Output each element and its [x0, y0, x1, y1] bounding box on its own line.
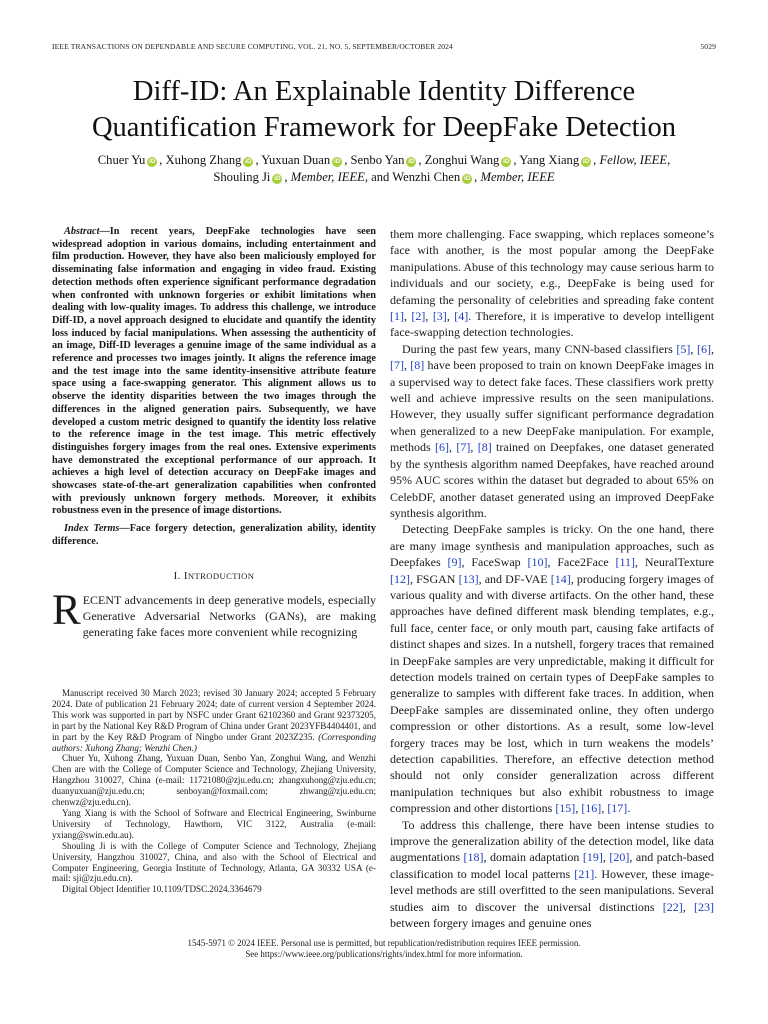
citation-link[interactable]: [18]	[463, 850, 484, 865]
citation-link[interactable]: [15]	[555, 801, 576, 816]
orcid-icon[interactable]: iD	[334, 158, 341, 165]
citation-link[interactable]: [14]	[550, 571, 571, 586]
author-role: Fellow, IEEE,	[599, 153, 671, 167]
running-header	[52, 42, 716, 54]
citation-link[interactable]: [19]	[582, 850, 603, 865]
author-list: Chuer Yu iD , Xuhong Zhang iD , Yuxuan Duan iD , Senbo Yan iD , Zonghui Wang iD , Yang Xiang iD , Fellow, IEEE, Shouling Ji iD , Member, IEEE, and Wenzhi Chen iD , Member, IEEE	[97, 153, 671, 184]
citation-link[interactable]: [3]	[432, 309, 447, 324]
section-title-rest: NTRODUCTION	[187, 570, 255, 581]
paragraph-text: , Face2Face	[547, 555, 616, 570]
citation-link[interactable]: [4]	[454, 309, 469, 324]
index-terms	[52, 523, 376, 548]
orcid-icon[interactable]: iD	[149, 158, 156, 165]
orcid-icon[interactable]: iD	[503, 158, 510, 165]
paragraph-text: . Therefore, it is imperative to develop intelligent face-swapping detection technologies.	[390, 309, 715, 340]
footnotes	[52, 688, 376, 895]
citation-link[interactable]: [22]	[662, 899, 683, 914]
citation-link[interactable]: [7]	[390, 358, 404, 373]
paper-title	[40, 74, 728, 146]
paragraph-text: , domain adaptation	[483, 850, 583, 865]
paragraph-text: , producing forgery images of various quality and with diverse artifacts. On the other hand, these approaches have defined different mask blending templates, e.g., full face, center face, or only mouth part, causing fake artifacts of distinct shapes and sizes. In a nutshell, forgery traces that remained in DeepFake samples are very unpredictable, making it difficult for detection models trained on certain types of DeepFake samples to generalize to samples with different fake traces. In addition, when DeepFake samples are disseminated online, they often undergo compression or other distortions. As a result, some low-level forgery traces may be lost, which in turn weakens the models’ detection capabilities. Therefore, an effective detection method should not only consider generalization across different manipulation techniques but also exhibit robustness to image compression and other distortions	[390, 571, 714, 816]
paragraph-4: To address this challenge, there have been intense studies to improve the generalization ability of the detection model, like data augmentations [18], domain adaptation [19], [20], and patch-based classification to model local patterns [21]. However, these image-level methods are still overfitted to the seen manipulations. Several studies aim to discover the universal distinctions [22], [23] between forgery images and genuine ones	[390, 817, 715, 931]
citation-link[interactable]: [8]	[477, 440, 492, 455]
abstract-text: —In recent years, DeepFake technologies have seen widespread adoption in various domains, including entertainment and film production. However, they have also been maliciously employed for disseminating false information and engaging in video fraud. Existing detection methods often experience significant performance degradation when confronted with unknown forgeries or exhibit limitations when dealing with low-quality images. To address this challenge, we introduce Diff-ID, a novel approach designed to elucidate and quantify the identity loss induced by facial manipulations. When assessing the authenticity of an image, Diff-ID leverages a genuine image of the same individual as a reference and processes two images jointly. It aligns the reference image and the test image into the same identity-insensitive attribute feature space using a face-swapping generator. This alignment allows us to observe the identity disparities between the two images through the differences in the aligned generation pairs. Subsequently, we have developed a custom metric designed to quantify the identity loss relative to the reference image in the test image. This metric effectively distinguishes forgery images from the real ones. Extensive experiments have demonstrated the exceptional performance of our approach. It achieves a high level of detection accuracy on DeepFake images and showcases state-of-the-art generalization capabilities when confronted with previously unknown forgery methods. Moreover, it exhibits robustness even in the presence of image distortions.	[52, 226, 376, 517]
author-role: Member, IEEE,	[290, 170, 369, 184]
drop-cap: R	[52, 586, 81, 634]
intro-lead-word: ECENT	[82, 592, 122, 607]
citation-link[interactable]: [8]	[410, 358, 425, 373]
author-name: Zonghui Wang	[424, 153, 500, 167]
author-name: Senbo Yan	[350, 153, 405, 167]
page-number: 5029	[700, 42, 716, 51]
paragraph-text: Detecting DeepFake samples is tricky. On the one hand, there are many image synthesis and manipulation approaches, such as Deepfakes	[390, 522, 714, 570]
intro-paragraph	[52, 586, 376, 641]
paragraph-text: To address this challenge, there have been intense studies to improve the generalization ability of the detection model, like data augmentations	[390, 817, 714, 865]
author-role: Member, IEEE	[480, 170, 555, 184]
paragraph-text: , NeuralTexture	[635, 555, 715, 570]
paragraph-text: During the past few years, many CNN-based classifiers	[402, 341, 677, 356]
intro-text: advancements in deep generative models, especially Generative Adversarial Networks (GANs), are making generating fake faces more convenient while recognizing	[82, 592, 376, 640]
orcid-icon[interactable]: iD	[245, 158, 252, 165]
citation-link[interactable]: [1]	[390, 309, 404, 324]
orcid-icon[interactable]: iD	[463, 175, 471, 182]
section-heading-introduction	[52, 570, 376, 582]
paragraph-text: , and DF-VAE	[478, 571, 551, 586]
index-terms-label: Index Terms	[64, 523, 120, 535]
citation-link[interactable]: [6]	[435, 440, 450, 455]
paragraph-text: , and patch-based classification to model local patterns	[390, 850, 714, 881]
citation-link[interactable]: [7]	[456, 440, 471, 455]
footnote-affiliation-zju: Chuer Yu, Xuhong Zhang, Yuxuan Duan, Senbo Yan, Zonghui Wang, and Wenzhi Chen are with the College of Computer Science and Technology, Zhejiang University, Hangzhou 310027, China (e-mail: 11721080@zju.edu.cn; zhangxuhong@zju.edu.cn; duanyuxuan@zju.edu.cn; senboyan@foxmail.com; zhwang@zju.edu.cn; chenwz@zju.edu.cn).	[52, 753, 376, 808]
paragraph-text: them more challenging. Face swapping, which replaces someone’s face with another, is the most popular among the DeepFake manipulations. Abuse of this technology may cause serious harm to individuals and our society, e.g., DeepFake is being used for defaming the personality of celebrities and spreading fake content	[390, 227, 714, 307]
paragraph-text: trained on Deepfakes, one dataset generated by the synthesis algorithm named Deepfakes, have reached around 95% AUC scores within the dataset but degraded to about 65% on CelebDF, another dataset generated using an improved DeepFake synthesis algorithm.	[390, 440, 714, 520]
citation-link[interactable]: [5]	[676, 341, 691, 356]
author-conjunction: and	[371, 170, 390, 184]
citation-link[interactable]: [2]	[411, 309, 426, 324]
citation-link[interactable]: [10]	[527, 555, 548, 570]
citation-link[interactable]: [16]	[581, 801, 602, 816]
citation-link[interactable]: [11]	[615, 555, 636, 570]
citation-link[interactable]: [21]	[574, 866, 595, 881]
citation-link[interactable]: [23]	[694, 899, 715, 914]
title-line-1: Diff-ID: An Explainable Identity Difference	[132, 76, 636, 107]
citation-link[interactable]: [6]	[697, 341, 712, 356]
abstract-label: Abstract	[64, 226, 100, 237]
citation-link[interactable]: [20]	[609, 850, 630, 865]
author-name: Yang Xiang	[519, 153, 580, 167]
author-name: Wenzhi Chen	[392, 170, 461, 184]
footnote-manuscript	[52, 688, 376, 753]
paragraph-text: , FSGAN	[410, 571, 459, 586]
paragraph-text: have been proposed to train on known DeepFake images in a supervised way to detect fake faces. These classifiers work pretty well and achieve impressive results on the seen manipulations. However, they usually suffer significant performance degradation when generalized to a new DeepFake manipulation. For example, methods	[390, 358, 714, 455]
paragraph-text: , FaceSwap	[461, 555, 528, 570]
footnote-affiliation-ji: Shouling Ji is with the College of Computer Science and Technology, Zhejiang University, Hangzhou 310027, China, and also with the School of Electrical and Computer Engineering, Georgia Institute of Technology, Atlanta, GA 30332 USA (e-mail: sji@zju.edu.cn).	[52, 840, 376, 884]
author-name: Yuxuan Duan	[261, 153, 331, 167]
citation-link[interactable]: [12]	[390, 571, 410, 586]
journal-name: IEEE TRANSACTIONS ON DEPENDABLE AND SECURE COMPUTING, VOL. 21, NO. 5, SEPTEMBER/OCTOBER 2024	[52, 42, 453, 51]
orcid-icon[interactable]: iD	[408, 158, 415, 165]
section-numeral: I.	[173, 569, 181, 582]
paragraph-text: between forgery images and genuine ones	[390, 916, 592, 931]
paragraph-3: Detecting DeepFake samples is tricky. On the one hand, there are many image synthesis and manipulation approaches, such as Deepfakes [9], FaceSwap [10], Face2Face [11], NeuralTexture [12], FSGAN [13], and DF-VAE [14], producing forgery images of various quality and with diverse artifacts. On the other hand, these approaches have defined different mask blending templates, e.g., full face, center face, or only mouth part, causing fake artifacts of distinct shapes and sizes. In a nutshell, forgery traces that remained in DeepFake samples are very unpredictable, making it difficult for detection models trained on certain types of DeepFake samples to generalize to samples with different fake traces. In addition, when DeepFake samples are disseminated online, they often undergo compression or other distortions. As a result, some low-level forgery traces may be lost, which in turn weakens the models’ detection capabilities. Therefore, an effective detection method should not only consider generalization across different manipulation techniques but also exhibit robustness to image compression and other distortions [15], [16], [17].	[390, 522, 715, 816]
author-name: Chuer Yu	[97, 153, 146, 167]
citation-link[interactable]: [9]	[447, 555, 462, 570]
paragraph-text: . However, these image-level methods are still overfitted to the seen manipulations. Several studies aim to discover the universal distinctions	[390, 866, 714, 914]
footnote-doi: Digital Object Identifier 10.1109/TDSC.2024.3364679	[62, 884, 262, 895]
author-name: Xuhong Zhang	[165, 153, 242, 167]
index-terms-text: —Face forgery detection, generalization ability, identity difference.	[52, 523, 376, 547]
footnote-text: Manuscript received 30 March 2023; revised 30 January 2024; accepted 5 February 2024. Date of publication 21 February 2024; date of current version 4 September 2024. This work was supported in part by NSFC under Grant 62102360 and Grant 92373205, in part by the National Key R&D Program of China under Grant 2023YFB4404401, and in part by the Key R&D Program of Ningbo under Grant 2023Z235.	[52, 688, 376, 742]
orcid-icon[interactable]: iD	[274, 175, 281, 182]
author-name: Shouling Ji	[213, 170, 271, 184]
corresponding-authors: (Corresponding authors: Xuhong Zhang; Wenzhi Chen.)	[52, 731, 376, 753]
abstract	[52, 226, 376, 518]
left-column	[52, 226, 376, 640]
right-column	[390, 226, 714, 931]
paragraph-2: During the past few years, many CNN-based classifiers [5], [6], [7], [8] have been proposed to train on known DeepFake images in a supervised way to detect fake faces. These classifiers work pretty well and achieve impressive results on the seen manipulations. However, they usually suffer significant performance degradation when generalized to a new DeepFake manipulation. For example, methods [6], [7], [8] trained on Deepfakes, one dataset generated by the synthesis algorithm named Deepfakes, have reached around 95% AUC scores within the dataset but degraded to about 65% on CelebDF, another dataset generated using an improved DeepFake synthesis algorithm.	[390, 341, 715, 520]
citation-link[interactable]: [13]	[458, 571, 479, 586]
copyright-line: 1545-5971 © 2024 IEEE. Personal use is permitted, but republication/redistribution requires IEEE permission.	[187, 938, 581, 948]
citation-link[interactable]: [17]	[607, 801, 628, 816]
section-title-initial: I	[183, 569, 188, 582]
title-line-2: Quantification Framework for DeepFake Detection	[91, 112, 677, 143]
paragraph-1: them more challenging. Face swapping, which replaces someone’s face with another, is the most popular among the DeepFake manipulations. Abuse of this technology may cause serious harm to individuals and our society, e.g., DeepFake is being used for defaming the personality of celebrities and spreading fake content [1], [2], [3], [4]. Therefore, it is imperative to develop intelligent face-swapping detection technologies.	[390, 227, 715, 340]
orcid-icon[interactable]: iD	[582, 158, 590, 165]
copyright-footer	[52, 938, 716, 960]
footnote-affiliation-swinburne: Yang Xiang is with the School of Software and Electrical Engineering, Swinburne University of Technology, Hawthorn, VIC 3122, Australia (e-mail: yxiang@swin.edu.au).	[52, 807, 376, 840]
rights-url-line: See https://www.ieee.org/publications/rights/index.html for more information.	[245, 949, 523, 959]
